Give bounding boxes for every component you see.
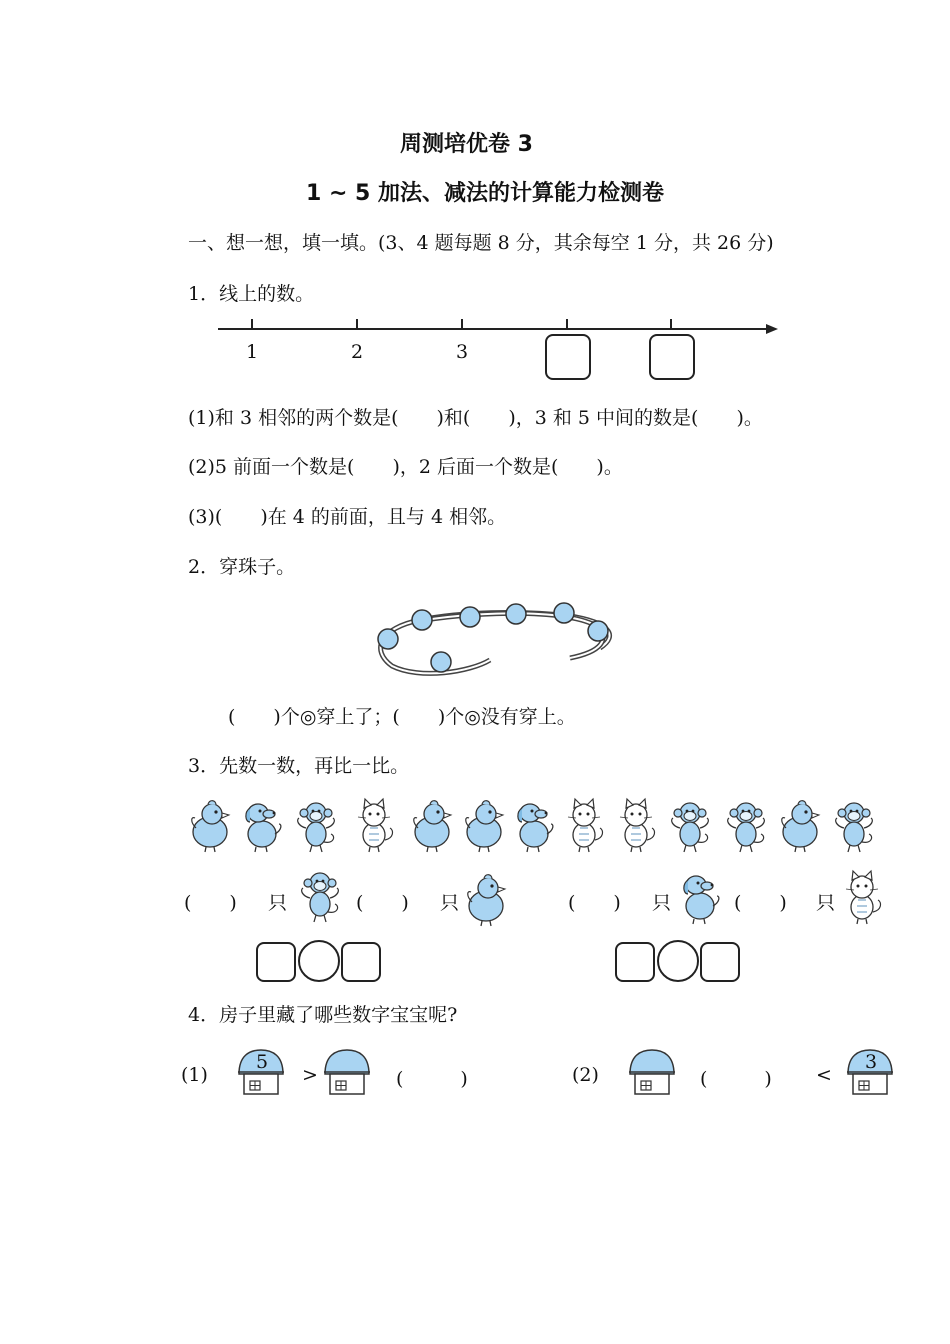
bead <box>412 610 432 630</box>
compare-box-right[interactable] <box>341 942 381 982</box>
q4-part2-sign: < <box>816 1064 832 1086</box>
count-blank[interactable]: ( ) <box>568 892 621 914</box>
q2-answer: ( )个◎穿上了；( )个◎没有穿上。 <box>228 706 576 728</box>
section-heading: 一、想一想，填一填。(3、4 题每题 8 分，其余每空 1 分，共 26 分) <box>188 232 774 254</box>
q1-line3: (3)( )在 4 的前面，且与 4 相邻。 <box>188 506 507 528</box>
cat-icon <box>350 798 396 854</box>
monkey-icon <box>666 798 712 854</box>
count-unit: 只 <box>440 892 460 914</box>
q2-title: 2．穿珠子。 <box>188 556 296 578</box>
tick-label-3: 3 <box>456 341 469 363</box>
q4-part2-blank[interactable]: ( ) <box>700 1068 772 1090</box>
count-unit: 只 <box>652 892 672 914</box>
monkey-icon <box>830 798 876 854</box>
q4-part1-blank[interactable]: ( ) <box>396 1068 468 1090</box>
count-blank[interactable]: ( ) <box>184 892 237 914</box>
compare-circle[interactable] <box>298 940 340 982</box>
monkey-icon <box>292 798 338 854</box>
house-icon <box>627 1048 677 1098</box>
monkey-icon <box>296 868 342 924</box>
chicken-icon <box>186 798 232 854</box>
cat-icon <box>560 798 606 854</box>
monkey-icon <box>722 798 768 854</box>
q4-part1-label: (1) <box>181 1064 208 1086</box>
compare-circle[interactable] <box>657 940 699 982</box>
count-blank[interactable]: ( ) <box>356 892 409 914</box>
count-blank[interactable]: ( ) <box>734 892 787 914</box>
compare-box-left[interactable] <box>615 942 655 982</box>
tick-label-2: 2 <box>351 341 364 363</box>
bead <box>460 607 480 627</box>
house-number: 5 <box>256 1051 269 1073</box>
q1-line2: (2)5 前面一个数是( )，2 后面一个数是( )。 <box>188 456 623 478</box>
cat-icon <box>612 798 658 854</box>
compare-box-right[interactable] <box>700 942 740 982</box>
q1-line1: (1)和 3 相邻的两个数是( )和( )，3 和 5 中间的数是( )。 <box>188 407 763 429</box>
bead <box>554 603 574 623</box>
chicken-icon <box>776 798 822 854</box>
q4-part1-sign: > <box>302 1064 318 1086</box>
q1-title: 1．线上的数。 <box>188 283 315 305</box>
bead <box>431 652 451 672</box>
tick-label-1: 1 <box>246 341 259 363</box>
q4-part2-label: (2) <box>572 1064 599 1086</box>
dog-icon <box>510 798 556 854</box>
chicken-icon <box>408 798 454 854</box>
q4-title: 4．房子里藏了哪些数字宝宝呢? <box>188 1004 458 1026</box>
dog-icon <box>238 798 284 854</box>
page-subtitle: 1 ~ 5 加法、减法的计算能力检测卷 <box>306 181 665 206</box>
count-unit: 只 <box>816 892 836 914</box>
q3-title: 3．先数一数，再比一比。 <box>188 755 410 777</box>
bead <box>588 621 608 641</box>
dog-icon <box>676 870 722 926</box>
bead <box>378 629 398 649</box>
house-number: 3 <box>865 1051 878 1073</box>
count-unit: 只 <box>268 892 288 914</box>
chicken-icon <box>462 872 508 928</box>
bead <box>506 604 526 624</box>
compare-box-left[interactable] <box>256 942 296 982</box>
house-icon <box>322 1048 372 1098</box>
cat-icon <box>838 870 884 926</box>
chicken-icon <box>460 798 506 854</box>
page-title: 周测培优卷 3 <box>400 132 533 157</box>
